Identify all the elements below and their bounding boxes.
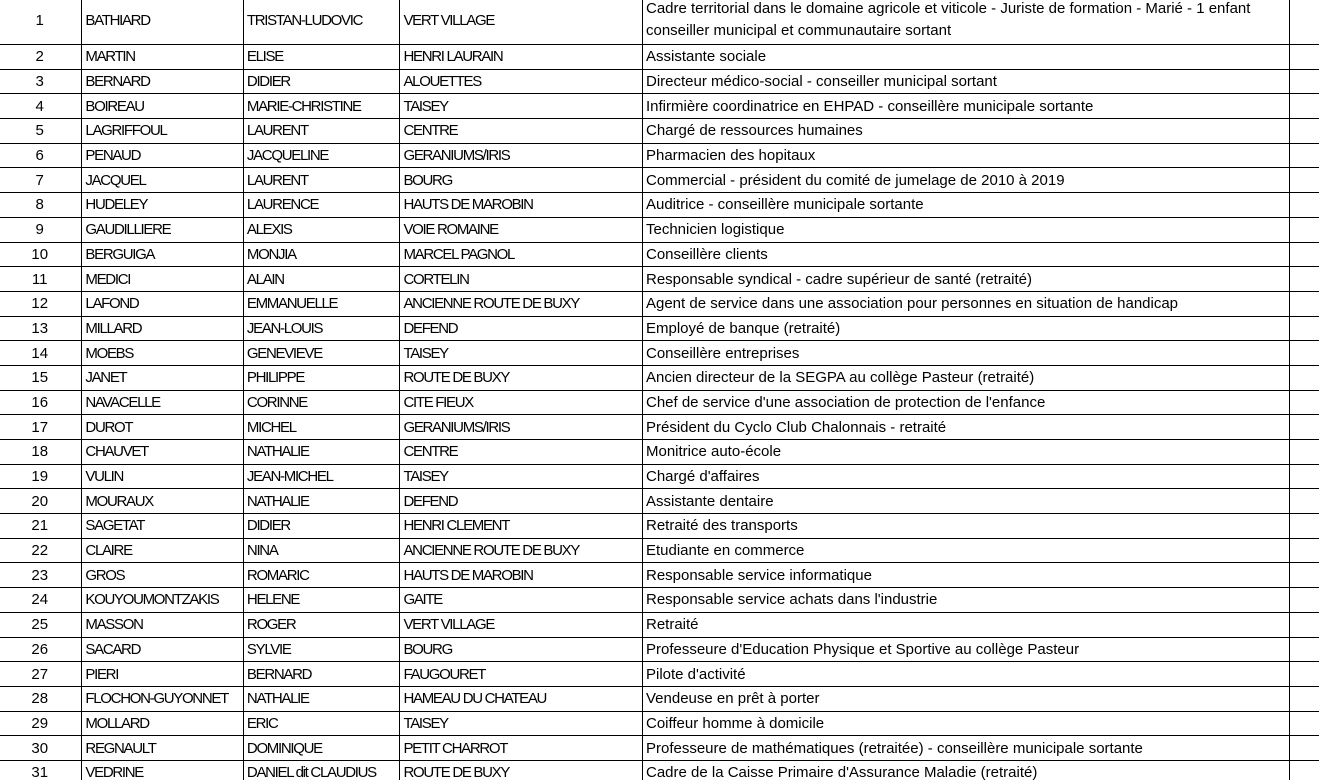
table-row <box>0 291 1319 316</box>
last-name-cell[interactable]: VULIN <box>82 464 244 489</box>
table-row <box>0 365 1319 390</box>
empty-cell[interactable] <box>1289 662 1319 687</box>
neighborhood-cell[interactable]: TAISEY <box>400 711 643 736</box>
profession-cell[interactable]: Pilote d'activité <box>642 662 1289 687</box>
profession-cell[interactable]: Conseillère clients <box>642 242 1289 267</box>
profession-cell[interactable]: Retraité <box>642 612 1289 637</box>
first-name-cell[interactable]: BERNARD <box>243 662 400 687</box>
profession-cell[interactable]: Assistante dentaire <box>642 489 1289 514</box>
table-row <box>0 662 1319 687</box>
empty-cell[interactable] <box>1289 390 1319 415</box>
profession-cell[interactable]: Retraité des transports <box>642 514 1289 539</box>
empty-cell[interactable] <box>1289 612 1319 637</box>
row-number-cell[interactable]: 29 <box>0 711 82 736</box>
neighborhood-cell[interactable]: BOURG <box>400 637 643 662</box>
first-name-cell[interactable]: PHILIPPE <box>243 365 400 390</box>
first-name-cell[interactable]: NATHALIE <box>243 440 400 465</box>
last-name-cell[interactable]: SACARD <box>82 637 244 662</box>
table-row <box>0 193 1319 218</box>
last-name-cell[interactable]: PENAUD <box>82 143 244 168</box>
row-number-cell[interactable]: 8 <box>0 193 82 218</box>
profession-cell[interactable]: Responsable syndical - cadre supérieur de santé (retraité) <box>642 267 1289 292</box>
last-name-cell[interactable]: LAGRIFFOUL <box>82 119 244 144</box>
neighborhood-cell[interactable]: FAUGOURET <box>400 662 643 687</box>
neighborhood-cell[interactable]: HAUTS DE MAROBIN <box>400 193 643 218</box>
table-row <box>0 736 1319 761</box>
first-name-cell[interactable]: ELISE <box>243 45 400 70</box>
table-row <box>0 686 1319 711</box>
table-row <box>0 760 1319 780</box>
first-name-cell[interactable]: DANIEL dit CLAUDIUS <box>243 760 400 780</box>
last-name-cell[interactable]: BERGUIGA <box>82 242 244 267</box>
row-number-cell[interactable]: 10 <box>0 242 82 267</box>
row-number-cell[interactable]: 19 <box>0 464 82 489</box>
profession-cell[interactable]: Auditrice - conseillère municipale sortante <box>642 193 1289 218</box>
last-name-cell[interactable]: NAVACELLE <box>82 390 244 415</box>
profession-cell[interactable]: Président du Cyclo Club Chalonnais - retraité <box>642 415 1289 440</box>
first-name-cell[interactable]: NATHALIE <box>243 686 400 711</box>
neighborhood-cell[interactable]: ROUTE DE BUXY <box>400 760 643 780</box>
first-name-cell[interactable]: HELENE <box>243 588 400 613</box>
empty-cell[interactable] <box>1289 341 1319 366</box>
first-name-cell[interactable]: MICHEL <box>243 415 400 440</box>
profession-cell[interactable]: Responsable service informatique <box>642 563 1289 588</box>
neighborhood-cell[interactable]: VERT VILLAGE <box>400 612 643 637</box>
profession-text: Cadre territorial dans le domaine agricole et viticole - Juriste de formation - Marié - 1 enfant conseiller municipal et communautaire sortant <box>645 0 1251 39</box>
empty-cell[interactable] <box>1289 69 1319 94</box>
row-number-cell[interactable]: 17 <box>0 415 82 440</box>
table-row <box>0 440 1319 465</box>
row-number-cell[interactable]: 26 <box>0 637 82 662</box>
last-name-cell[interactable]: VEDRINE <box>82 760 244 780</box>
last-name-cell[interactable]: MOEBS <box>82 341 244 366</box>
row-number-cell[interactable]: 22 <box>0 538 82 563</box>
table-row <box>0 69 1319 94</box>
last-name-cell[interactable]: DUROT <box>82 415 244 440</box>
table-row <box>0 538 1319 563</box>
empty-cell[interactable] <box>1289 711 1319 736</box>
table-row <box>0 588 1319 613</box>
empty-cell[interactable] <box>1289 415 1319 440</box>
first-name-cell[interactable]: JEAN-LOUIS <box>243 316 400 341</box>
neighborhood-cell[interactable]: HENRI LAURAIN <box>400 45 643 70</box>
neighborhood-cell[interactable]: GERANIUMS/IRIS <box>400 143 643 168</box>
row-number-cell[interactable]: 11 <box>0 267 82 292</box>
neighborhood-cell[interactable]: MARCEL PAGNOL <box>400 242 643 267</box>
profession-cell[interactable]: Chef de service d'une association de protection de l'enfance <box>642 390 1289 415</box>
neighborhood-cell[interactable]: CENTRE <box>400 119 643 144</box>
profession-cell[interactable]: Cadre de la Caisse Primaire d'Assurance Maladie (retraité) <box>642 760 1289 780</box>
profession-cell[interactable]: Monitrice auto-école <box>642 440 1289 465</box>
empty-cell[interactable] <box>1289 538 1319 563</box>
empty-cell[interactable] <box>1289 489 1319 514</box>
neighborhood-cell[interactable]: CENTRE <box>400 440 643 465</box>
last-name-cell[interactable]: MILLARD <box>82 316 244 341</box>
neighborhood-cell[interactable]: ALOUETTES <box>400 69 643 94</box>
profession-cell[interactable]: Coiffeur homme à domicile <box>642 711 1289 736</box>
row-number-cell[interactable]: 18 <box>0 440 82 465</box>
empty-cell[interactable] <box>1289 365 1319 390</box>
row-number-cell[interactable]: 4 <box>0 94 82 119</box>
empty-cell[interactable] <box>1289 291 1319 316</box>
first-name-cell[interactable]: LAURENT <box>243 119 400 144</box>
neighborhood-cell[interactable]: TAISEY <box>400 94 643 119</box>
first-name-cell[interactable]: TRISTAN-LUDOVIC <box>243 0 400 45</box>
empty-cell[interactable] <box>1289 119 1319 144</box>
last-name-cell[interactable]: CHAUVET <box>82 440 244 465</box>
first-name-cell[interactable]: MONJIA <box>243 242 400 267</box>
neighborhood-cell[interactable]: DEFEND <box>400 489 643 514</box>
profession-cell[interactable]: Pharmacien des hopitaux <box>642 143 1289 168</box>
table-row <box>0 168 1319 193</box>
table-row <box>0 612 1319 637</box>
row-number-cell[interactable]: 28 <box>0 686 82 711</box>
profession-cell[interactable]: Assistante sociale <box>642 45 1289 70</box>
empty-cell[interactable] <box>1289 514 1319 539</box>
row-number-cell[interactable]: 25 <box>0 612 82 637</box>
last-name-cell[interactable]: KOUYOUMONTZAKIS <box>82 588 244 613</box>
first-name-cell[interactable]: ALEXIS <box>243 217 400 242</box>
first-name-cell[interactable]: ERIC <box>243 711 400 736</box>
table-row <box>0 341 1319 366</box>
table-row <box>0 390 1319 415</box>
neighborhood-cell[interactable]: TAISEY <box>400 464 643 489</box>
profession-cell[interactable]: Chargé d'affaires <box>642 464 1289 489</box>
neighborhood-cell[interactable]: VERT VILLAGE <box>400 0 643 45</box>
profession-cell[interactable]: Chargé de ressources humaines <box>642 119 1289 144</box>
neighborhood-cell[interactable]: VOIE ROMAINE <box>400 217 643 242</box>
first-name-cell[interactable]: ROMARIC <box>243 563 400 588</box>
neighborhood-cell[interactable]: DEFEND <box>400 316 643 341</box>
last-name-cell[interactable]: MASSON <box>82 612 244 637</box>
empty-cell[interactable] <box>1289 464 1319 489</box>
row-number-cell[interactable]: 6 <box>0 143 82 168</box>
row-number-cell[interactable]: 21 <box>0 514 82 539</box>
row-number-cell[interactable]: 31 <box>0 760 82 780</box>
table-row <box>0 563 1319 588</box>
empty-cell[interactable] <box>1289 143 1319 168</box>
last-name-cell[interactable]: GAUDILLIERE <box>82 217 244 242</box>
neighborhood-cell[interactable]: CITE FIEUX <box>400 390 643 415</box>
neighborhood-cell[interactable]: GAITE <box>400 588 643 613</box>
table-row <box>0 637 1319 662</box>
profession-cell[interactable]: Responsable service achats dans l'industrie <box>642 588 1289 613</box>
profession-cell[interactable]: Agent de service dans une association pour personnes en situation de handicap <box>642 291 1289 316</box>
table-row <box>0 415 1319 440</box>
neighborhood-cell[interactable]: HAMEAU DU CHATEAU <box>400 686 643 711</box>
neighborhood-cell[interactable]: TAISEY <box>400 341 643 366</box>
last-name-cell[interactable]: JACQUEL <box>82 168 244 193</box>
profession-cell[interactable]: Commercial - président du comité de jumelage de 2010 à 2019 <box>642 168 1289 193</box>
last-name-cell[interactable]: LAFOND <box>82 291 244 316</box>
neighborhood-cell[interactable]: ROUTE DE BUXY <box>400 365 643 390</box>
empty-cell[interactable] <box>1289 242 1319 267</box>
profession-cell[interactable]: Ancien directeur de la SEGPA au collège Pasteur (retraité) <box>642 365 1289 390</box>
last-name-cell[interactable]: GROS <box>82 563 244 588</box>
last-name-cell[interactable]: BOIREAU <box>82 94 244 119</box>
first-name-cell[interactable]: LAURENCE <box>243 193 400 218</box>
first-name-cell[interactable]: DIDIER <box>243 514 400 539</box>
table-row <box>0 267 1319 292</box>
last-name-cell[interactable]: MOLLARD <box>82 711 244 736</box>
first-name-cell[interactable]: CORINNE <box>243 390 400 415</box>
empty-cell[interactable] <box>1289 0 1319 45</box>
last-name-cell[interactable]: FLOCHON-GUYONNET <box>82 686 244 711</box>
first-name-cell[interactable]: ALAIN <box>243 267 400 292</box>
empty-cell[interactable] <box>1289 267 1319 292</box>
empty-cell[interactable] <box>1289 440 1319 465</box>
last-name-cell[interactable]: PIERI <box>82 662 244 687</box>
last-name-cell[interactable]: SAGETAT <box>82 514 244 539</box>
profession-cell[interactable]: Vendeuse en prêt à porter <box>642 686 1289 711</box>
empty-cell[interactable] <box>1289 217 1319 242</box>
last-name-cell[interactable]: MARTIN <box>82 45 244 70</box>
last-name-cell[interactable]: JANET <box>82 365 244 390</box>
profession-cell[interactable]: Etudiante en commerce <box>642 538 1289 563</box>
first-name-cell[interactable]: DIDIER <box>243 69 400 94</box>
row-number-cell[interactable]: 16 <box>0 390 82 415</box>
first-name-cell[interactable]: JACQUELINE <box>243 143 400 168</box>
empty-cell[interactable] <box>1289 168 1319 193</box>
neighborhood-cell[interactable]: ANCIENNE ROUTE DE BUXY <box>400 538 643 563</box>
table-row <box>0 217 1319 242</box>
table-row <box>0 94 1319 119</box>
row-number-cell[interactable]: 15 <box>0 365 82 390</box>
last-name-cell[interactable]: BERNARD <box>82 69 244 94</box>
row-number-cell[interactable]: 9 <box>0 217 82 242</box>
profession-cell[interactable]: Professeure de mathématiques (retraitée) - conseillère municipale sortante <box>642 736 1289 761</box>
row-number-cell[interactable]: 27 <box>0 662 82 687</box>
row-number-cell[interactable]: 5 <box>0 119 82 144</box>
last-name-cell[interactable]: REGNAULT <box>82 736 244 761</box>
neighborhood-cell[interactable]: BOURG <box>400 168 643 193</box>
row-number-cell[interactable]: 13 <box>0 316 82 341</box>
row-number-cell[interactable]: 20 <box>0 489 82 514</box>
table-row <box>0 242 1319 267</box>
table-row <box>0 45 1319 70</box>
row-number-cell[interactable]: 3 <box>0 69 82 94</box>
table-row <box>0 143 1319 168</box>
table-row <box>0 464 1319 489</box>
profession-cell[interactable]: Conseillère entreprises <box>642 341 1289 366</box>
row-number-cell[interactable]: 30 <box>0 736 82 761</box>
empty-cell[interactable] <box>1289 637 1319 662</box>
row-number-cell[interactable]: 2 <box>0 45 82 70</box>
table-row <box>0 489 1319 514</box>
first-name-cell[interactable]: NATHALIE <box>243 489 400 514</box>
first-name-cell[interactable]: MARIE-CHRISTINE <box>243 94 400 119</box>
first-name-cell[interactable]: LAURENT <box>243 168 400 193</box>
first-name-cell[interactable]: JEAN-MICHEL <box>243 464 400 489</box>
empty-cell[interactable] <box>1289 736 1319 761</box>
first-name-cell[interactable]: ROGER <box>243 612 400 637</box>
row-number-cell[interactable]: 1 <box>0 0 82 45</box>
empty-cell[interactable] <box>1289 45 1319 70</box>
empty-cell[interactable] <box>1289 563 1319 588</box>
first-name-cell[interactable]: DOMINIQUE <box>243 736 400 761</box>
first-name-cell[interactable]: EMMANUELLE <box>243 291 400 316</box>
profession-cell[interactable]: Employé de banque (retraité) <box>642 316 1289 341</box>
last-name-cell[interactable]: CLAIRE <box>82 538 244 563</box>
profession-cell[interactable] <box>642 0 1289 45</box>
last-name-cell[interactable]: HUDELEY <box>82 193 244 218</box>
table-row <box>0 119 1319 144</box>
last-name-cell[interactable]: MOURAUX <box>82 489 244 514</box>
empty-cell[interactable] <box>1289 760 1319 780</box>
first-name-cell[interactable]: SYLVIE <box>243 637 400 662</box>
profession-cell[interactable]: Directeur médico-social - conseiller municipal sortant <box>642 69 1289 94</box>
last-name-cell[interactable]: BATHIARD <box>82 0 244 45</box>
table-row <box>0 711 1319 736</box>
neighborhood-cell[interactable]: HENRI CLEMENT <box>400 514 643 539</box>
row-number-cell[interactable]: 14 <box>0 341 82 366</box>
last-name-cell[interactable]: MEDICI <box>82 267 244 292</box>
empty-cell[interactable] <box>1289 316 1319 341</box>
neighborhood-cell[interactable]: ANCIENNE ROUTE DE BUXY <box>400 291 643 316</box>
table-row <box>0 0 1319 45</box>
row-number-cell[interactable]: 23 <box>0 563 82 588</box>
neighborhood-cell[interactable]: HAUTS DE MAROBIN <box>400 563 643 588</box>
empty-cell[interactable] <box>1289 94 1319 119</box>
empty-cell[interactable] <box>1289 193 1319 218</box>
profession-cell[interactable]: Infirmière coordinatrice en EHPAD - conseillère municipale sortante <box>642 94 1289 119</box>
empty-cell[interactable] <box>1289 588 1319 613</box>
profession-cell[interactable]: Professeure d'Education Physique et Sportive au collège Pasteur <box>642 637 1289 662</box>
profession-cell[interactable]: Technicien logistique <box>642 217 1289 242</box>
neighborhood-cell[interactable]: GERANIUMS/IRIS <box>400 415 643 440</box>
first-name-cell[interactable]: GENEVIEVE <box>243 341 400 366</box>
row-number-cell[interactable]: 12 <box>0 291 82 316</box>
first-name-cell[interactable]: NINA <box>243 538 400 563</box>
neighborhood-cell[interactable]: CORTELIN <box>400 267 643 292</box>
table-row <box>0 514 1319 539</box>
table-row <box>0 316 1319 341</box>
row-number-cell[interactable]: 7 <box>0 168 82 193</box>
empty-cell[interactable] <box>1289 686 1319 711</box>
row-number-cell[interactable]: 24 <box>0 588 82 613</box>
neighborhood-cell[interactable]: PETIT CHARROT <box>400 736 643 761</box>
